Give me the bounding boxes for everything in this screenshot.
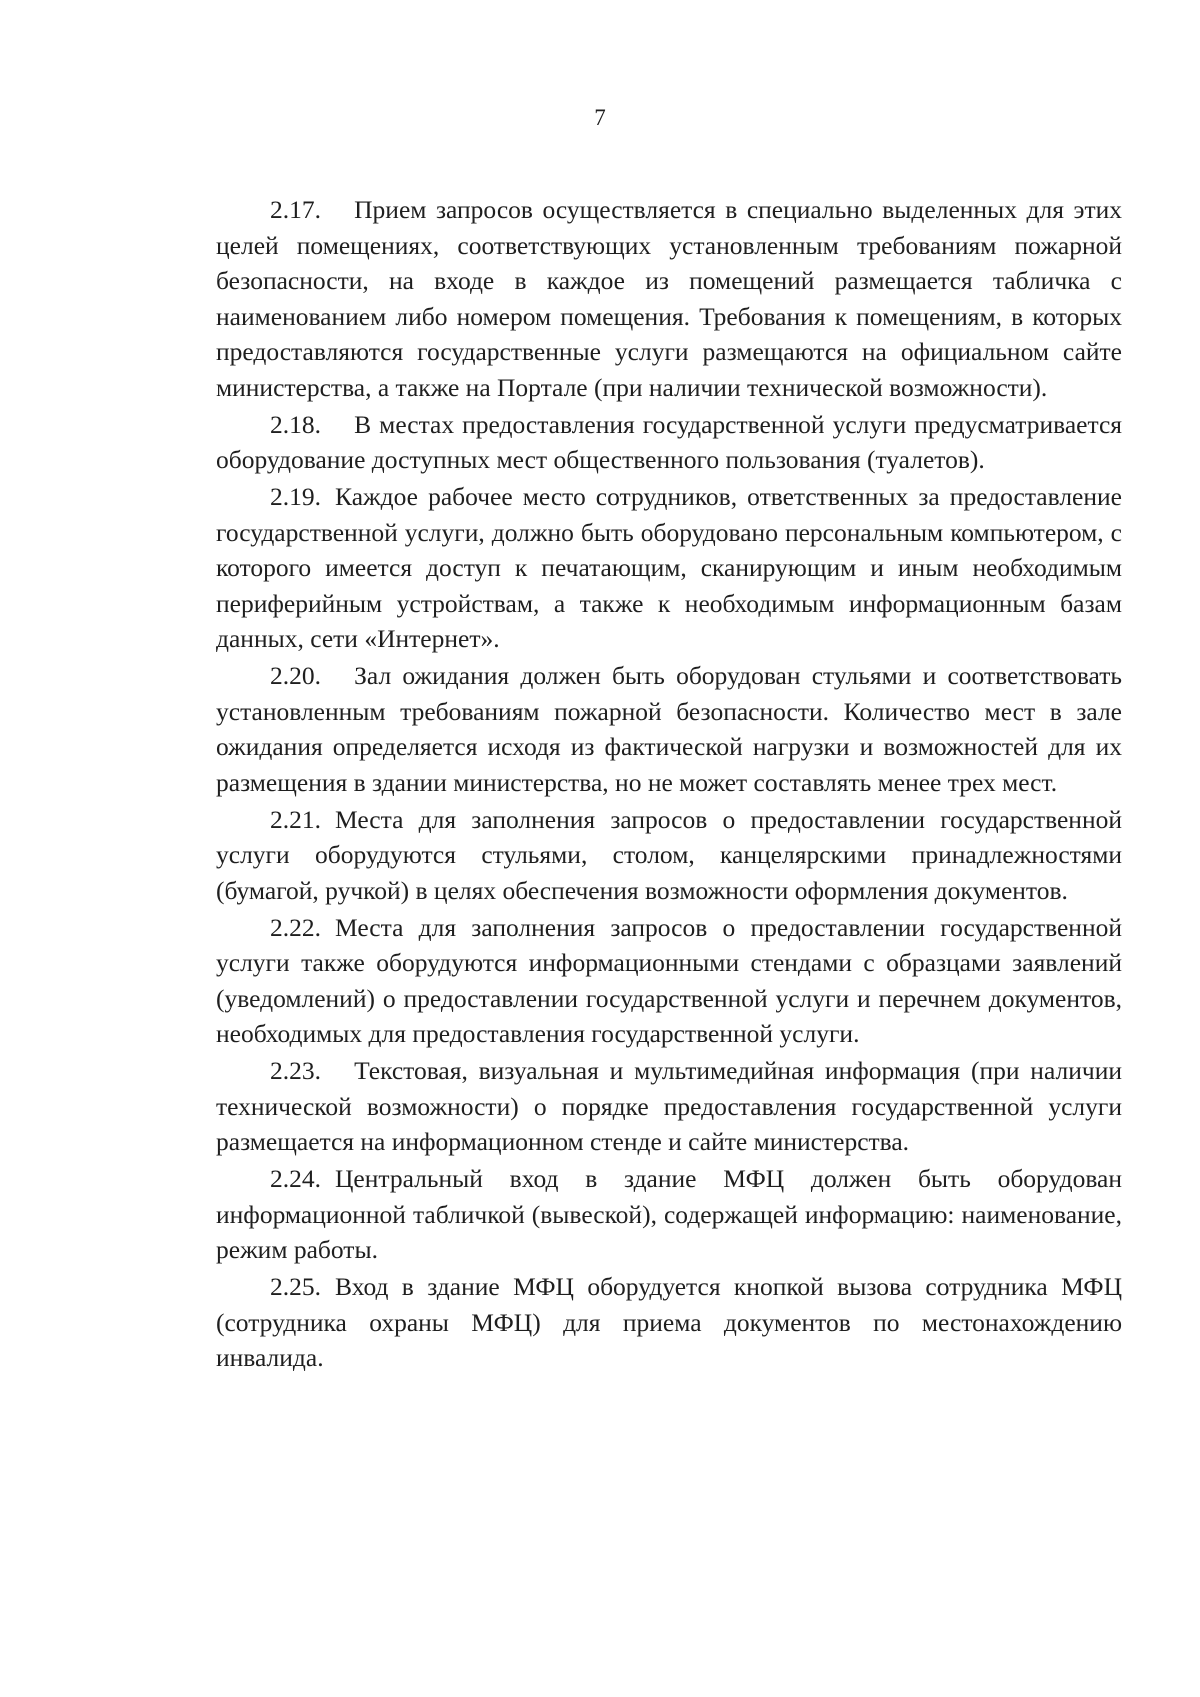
paragraph-text: Вход в здание МФЦ оборудуется кнопкой вызова сотрудника МФЦ (сотрудника охраны МФЦ) для приема документов по местонахождению инвалида. xyxy=(216,1272,1122,1372)
paragraph-text: Места для заполнения запросов о предоставлении государственной услуги оборудуются стульями, столом, канцелярскими принадлежностями (бумагой, ручкой) в целях обеспечения возможности оформления документов. xyxy=(216,804,1122,905)
paragraph-number: 2.25. xyxy=(270,1272,321,1301)
paragraph-number: 2.19. xyxy=(270,482,321,511)
paragraph-number: 2.18. xyxy=(270,409,321,439)
paragraph-2-21 xyxy=(216,802,1122,909)
paragraph-2-25 xyxy=(216,1269,1122,1376)
page-number: 7 xyxy=(594,105,606,130)
paragraph-text: Текстовая, визуальная и мультимедийная информация (при наличии технической возможности) о порядке предоставления государственной услуги размещается на информационном стенде и сайте министерства. xyxy=(216,1056,1122,1156)
paragraph-text: Каждое рабочее место сотрудников, ответственных за предоставление государственной услуги, должно быть оборудовано персональным компьютером, с которого имеется доступ к печатающим, сканирующим и иным необходимым периферийным устройствам, а также к необходимым информационным базам данных, сети «Интернет». xyxy=(216,482,1122,653)
paragraph-2-17 xyxy=(216,192,1122,405)
paragraph-number: 2.17. xyxy=(270,195,321,224)
paragraph-2-18 xyxy=(216,407,1122,478)
paragraph-text: Прием запросов осуществляется в специально выделенных для этих целей помещениях, соответствующих установленным требованиям пожарной безопасности, на входе в каждое из помещений размещается табличка с наименованием либо номером помещения. Требования к помещениям, в которых предоставляются государственные услуги размещаются на официальном сайте министерства, а также на Портале (при наличии технической возможности). xyxy=(216,195,1122,402)
paragraph-text: В местах предоставления государственной услуги предусматривается оборудование доступных мест общественного пользования (туалетов). xyxy=(216,409,1122,474)
paragraph-text: Места для заполнения запросов о предоставлении государственной услуги также оборудуются информационными стендами с образцами заявлений (уведомлений) о предоставлении государственной услуги и перечнем документов, необходимых для предоставления государственной услуги. xyxy=(216,912,1122,1048)
paragraph-text: Центральный вход в здание МФЦ должен быть оборудован информационной табличкой (вывеской), содержащей информацию: наименование, режим работы. xyxy=(216,1164,1122,1264)
paragraph-2-23 xyxy=(216,1053,1122,1160)
paragraph-text: Зал ожидания должен быть оборудован стульями и соответствовать установленным требованиям пожарной безопасности. Количество мест в зале ожидания определяется исходя из фактической нагрузки и возможностей для их размещения в здании министерства, но не может составлять менее трех мест. xyxy=(216,661,1122,797)
paragraph-number: 2.21. xyxy=(270,804,321,834)
paragraph-2-24 xyxy=(216,1161,1122,1268)
paragraph-2-22 xyxy=(216,910,1122,1052)
paragraph-number: 2.23. xyxy=(270,1056,321,1085)
document-body xyxy=(216,192,1122,1377)
paragraph-number: 2.22. xyxy=(270,912,321,942)
paragraph-number: 2.20. xyxy=(270,661,321,690)
paragraph-2-20 xyxy=(216,658,1122,800)
paragraph-number: 2.24. xyxy=(270,1164,321,1193)
paragraph-2-19 xyxy=(216,479,1122,657)
